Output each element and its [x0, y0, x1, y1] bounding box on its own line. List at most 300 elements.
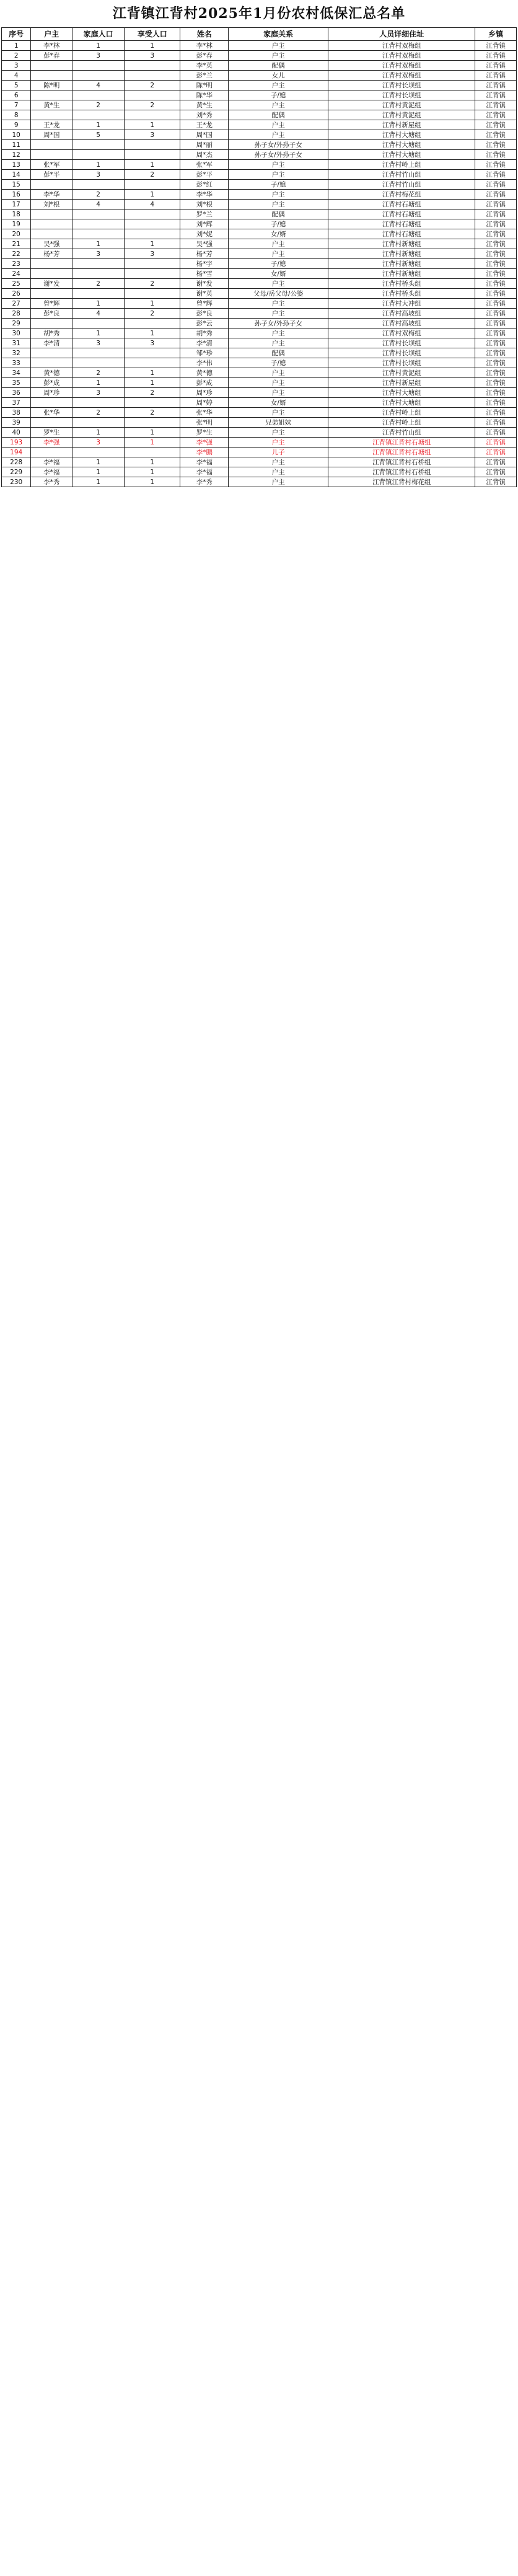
- cell-beneficiaries: [125, 71, 180, 81]
- cell-address: 江背村长坝组: [328, 90, 475, 100]
- cell-relation: 户主: [228, 378, 328, 388]
- cell-town: 江背镇: [475, 140, 517, 150]
- table-row: [2, 259, 517, 269]
- cell-head: 黄*德: [31, 368, 72, 378]
- cell-head: [31, 319, 72, 329]
- cell-head: 李*福: [31, 467, 72, 477]
- cell-family-size: [72, 418, 125, 428]
- cell-name: 周*国: [180, 130, 229, 140]
- cell-seq: 26: [2, 289, 31, 299]
- col-header-family-size: 家庭人口: [72, 28, 125, 41]
- cell-head: [31, 259, 72, 269]
- cell-family-size: [72, 259, 125, 269]
- cell-relation: 户主: [228, 200, 328, 210]
- cell-name: 杨*宇: [180, 259, 229, 269]
- table-row: [2, 90, 517, 100]
- cell-town: 江背镇: [475, 418, 517, 428]
- cell-town: 江背镇: [475, 51, 517, 61]
- cell-head: 彭*春: [31, 51, 72, 61]
- cell-family-size: 2: [72, 408, 125, 418]
- cell-seq: 16: [2, 190, 31, 200]
- cell-beneficiaries: 1: [125, 190, 180, 200]
- cell-family-size: 5: [72, 130, 125, 140]
- cell-name: 彭*良: [180, 309, 229, 319]
- cell-relation: 户主: [228, 81, 328, 90]
- cell-relation: 兄弟姐妹: [228, 418, 328, 428]
- cell-name: 罗*生: [180, 428, 229, 438]
- cell-town: 江背镇: [475, 81, 517, 90]
- cell-seq: 23: [2, 259, 31, 269]
- cell-head: [31, 448, 72, 457]
- cell-beneficiaries: 3: [125, 338, 180, 348]
- cell-address: 江背村双梅组: [328, 51, 475, 61]
- cell-beneficiaries: 3: [125, 130, 180, 140]
- cell-family-size: 1: [72, 457, 125, 467]
- cell-town: 江背镇: [475, 348, 517, 358]
- cell-town: 江背镇: [475, 428, 517, 438]
- cell-head: 李*秀: [31, 477, 72, 487]
- cell-town: 江背镇: [475, 110, 517, 120]
- cell-family-size: 3: [72, 170, 125, 180]
- cell-address: 江背镇江背村梅花组: [328, 477, 475, 487]
- cell-seq: 36: [2, 388, 31, 398]
- cell-family-size: [72, 150, 125, 160]
- col-header-town: 乡镇: [475, 28, 517, 41]
- cell-town: 江背镇: [475, 120, 517, 130]
- cell-town: 江背镇: [475, 90, 517, 100]
- cell-family-size: [72, 229, 125, 239]
- cell-beneficiaries: 2: [125, 81, 180, 90]
- cell-family-size: 1: [72, 160, 125, 170]
- cell-address: 江背镇江背村石桥组: [328, 467, 475, 477]
- cell-family-size: 3: [72, 388, 125, 398]
- cell-head: [31, 150, 72, 160]
- cell-town: 江背镇: [475, 210, 517, 219]
- table-row: [2, 229, 517, 239]
- cell-address: 江背村双梅组: [328, 61, 475, 71]
- cell-seq: 12: [2, 150, 31, 160]
- table-row: [2, 160, 517, 170]
- cell-town: 江背镇: [475, 61, 517, 71]
- cell-relation: 子/媳: [228, 180, 328, 190]
- cell-family-size: [72, 358, 125, 368]
- cell-name: 胡*秀: [180, 329, 229, 338]
- table-row: [2, 457, 517, 467]
- cell-address: 江背村岭上组: [328, 418, 475, 428]
- table-row: [2, 338, 517, 348]
- cell-family-size: 4: [72, 200, 125, 210]
- cell-address: 江背村高坡组: [328, 309, 475, 319]
- cell-beneficiaries: [125, 180, 180, 190]
- cell-beneficiaries: [125, 319, 180, 329]
- cell-beneficiaries: 1: [125, 41, 180, 51]
- cell-seq: 40: [2, 428, 31, 438]
- cell-seq: 15: [2, 180, 31, 190]
- cell-family-size: 1: [72, 428, 125, 438]
- cell-town: 江背镇: [475, 309, 517, 319]
- cell-address: 江背镇江背村石桥组: [328, 457, 475, 467]
- cell-seq: 194: [2, 448, 31, 457]
- cell-address: 江背村新屋组: [328, 120, 475, 130]
- cell-beneficiaries: [125, 358, 180, 368]
- cell-family-size: 4: [72, 309, 125, 319]
- cell-town: 江背镇: [475, 150, 517, 160]
- cell-relation: 子/媳: [228, 259, 328, 269]
- cell-head: 曾*辉: [31, 299, 72, 309]
- cell-relation: 户主: [228, 428, 328, 438]
- cell-town: 江背镇: [475, 130, 517, 140]
- table-row: [2, 180, 517, 190]
- cell-address: 江背村黄泥组: [328, 368, 475, 378]
- cell-address: 江背村石塘组: [328, 210, 475, 219]
- table-row: [2, 279, 517, 289]
- cell-family-size: [72, 71, 125, 81]
- cell-address: 江背村大塘组: [328, 388, 475, 398]
- cell-address: 江背村新屋组: [328, 378, 475, 388]
- cell-name: 谢*发: [180, 279, 229, 289]
- cell-address: 江背村岭上组: [328, 160, 475, 170]
- cell-town: 江背镇: [475, 368, 517, 378]
- table-row: [2, 398, 517, 408]
- cell-seq: 9: [2, 120, 31, 130]
- cell-town: 江背镇: [475, 71, 517, 81]
- cell-head: 李*福: [31, 457, 72, 467]
- cell-relation: 户主: [228, 457, 328, 467]
- table-row: [2, 358, 517, 368]
- cell-name: 黄*德: [180, 368, 229, 378]
- cell-address: 江背村新塘组: [328, 269, 475, 279]
- cell-beneficiaries: [125, 90, 180, 100]
- cell-family-size: 2: [72, 190, 125, 200]
- cell-relation: 子/媳: [228, 358, 328, 368]
- cell-beneficiaries: 1: [125, 120, 180, 130]
- table-row: [2, 368, 517, 378]
- cell-seq: 14: [2, 170, 31, 180]
- cell-family-size: [72, 319, 125, 329]
- cell-seq: 7: [2, 100, 31, 110]
- cell-head: [31, 90, 72, 100]
- cell-town: 江背镇: [475, 358, 517, 368]
- cell-head: [31, 210, 72, 219]
- cell-seq: 28: [2, 309, 31, 319]
- cell-beneficiaries: [125, 110, 180, 120]
- cell-seq: 37: [2, 398, 31, 408]
- cell-relation: 户主: [228, 408, 328, 418]
- cell-seq: 39: [2, 418, 31, 428]
- table-body: [2, 41, 517, 487]
- cell-name: 黄*生: [180, 100, 229, 110]
- cell-town: 江背镇: [475, 180, 517, 190]
- cell-family-size: [72, 180, 125, 190]
- table-row: [2, 299, 517, 309]
- cell-family-size: 3: [72, 438, 125, 448]
- cell-address: 江背村桥头组: [328, 289, 475, 299]
- cell-town: 江背镇: [475, 378, 517, 388]
- cell-name: 李*鹏: [180, 448, 229, 457]
- cell-relation: 女/婿: [228, 398, 328, 408]
- cell-head: [31, 348, 72, 358]
- cell-seq: 8: [2, 110, 31, 120]
- cell-address: 江背村石塘组: [328, 200, 475, 210]
- cell-family-size: 1: [72, 41, 125, 51]
- cell-beneficiaries: 3: [125, 51, 180, 61]
- cell-head: 刘*根: [31, 200, 72, 210]
- cell-beneficiaries: 1: [125, 299, 180, 309]
- cell-head: 周*珍: [31, 388, 72, 398]
- cell-seq: 11: [2, 140, 31, 150]
- cell-beneficiaries: [125, 289, 180, 299]
- cell-town: 江背镇: [475, 467, 517, 477]
- cell-head: [31, 398, 72, 408]
- cell-town: 江背镇: [475, 329, 517, 338]
- cell-family-size: 1: [72, 120, 125, 130]
- cell-relation: 户主: [228, 368, 328, 378]
- cell-relation: 户主: [228, 160, 328, 170]
- cell-name: 李*华: [180, 190, 229, 200]
- cell-name: 李*秀: [180, 477, 229, 487]
- cell-beneficiaries: 2: [125, 170, 180, 180]
- cell-town: 江背镇: [475, 457, 517, 467]
- table-row: [2, 210, 517, 219]
- cell-name: 杨*雪: [180, 269, 229, 279]
- cell-relation: 户主: [228, 51, 328, 61]
- cell-relation: 户主: [228, 467, 328, 477]
- cell-head: 周*国: [31, 130, 72, 140]
- cell-beneficiaries: [125, 61, 180, 71]
- cell-address: 江背村竹山组: [328, 180, 475, 190]
- cell-address: 江背村长坝组: [328, 358, 475, 368]
- cell-family-size: [72, 140, 125, 150]
- table-row: [2, 110, 517, 120]
- cell-relation: 孙子女/外孙子女: [228, 140, 328, 150]
- cell-relation: 子/媳: [228, 90, 328, 100]
- cell-name: 邹*珍: [180, 348, 229, 358]
- cell-name: 彭*云: [180, 319, 229, 329]
- cell-name: 刘*辉: [180, 219, 229, 229]
- cell-name: 彭*成: [180, 378, 229, 388]
- cell-beneficiaries: 1: [125, 239, 180, 249]
- cell-family-size: [72, 210, 125, 219]
- cell-beneficiaries: [125, 448, 180, 457]
- cell-address: 江背村石塘组: [328, 219, 475, 229]
- table-row: [2, 249, 517, 259]
- cell-address: 江背村桥头组: [328, 279, 475, 289]
- cell-family-size: [72, 289, 125, 299]
- cell-address: 江背村大冲组: [328, 299, 475, 309]
- cell-beneficiaries: [125, 259, 180, 269]
- cell-head: 陈*明: [31, 81, 72, 90]
- cell-town: 江背镇: [475, 438, 517, 448]
- cell-address: 江背村新塘组: [328, 259, 475, 269]
- table-row: [2, 81, 517, 90]
- cell-family-size: 4: [72, 81, 125, 90]
- cell-head: 李*强: [31, 438, 72, 448]
- cell-name: 杨*芳: [180, 249, 229, 259]
- col-header-address: 人员详细住址: [328, 28, 475, 41]
- table-row: [2, 329, 517, 338]
- cell-name: 罗*兰: [180, 210, 229, 219]
- cell-seq: 4: [2, 71, 31, 81]
- cell-town: 江背镇: [475, 299, 517, 309]
- table-row: [2, 51, 517, 61]
- cell-seq: 29: [2, 319, 31, 329]
- cell-address: 江背村黄泥组: [328, 110, 475, 120]
- cell-name: 周*婷: [180, 398, 229, 408]
- cell-relation: 户主: [228, 438, 328, 448]
- cell-address: 江背镇江背村石塘组: [328, 448, 475, 457]
- cell-family-size: 1: [72, 467, 125, 477]
- table-header-row: [2, 28, 517, 41]
- cell-head: [31, 229, 72, 239]
- table-row: [2, 408, 517, 418]
- cell-name: 李*清: [180, 338, 229, 348]
- cell-seq: 6: [2, 90, 31, 100]
- cell-family-size: [72, 110, 125, 120]
- cell-family-size: [72, 269, 125, 279]
- cell-address: 江背村长坝组: [328, 81, 475, 90]
- cell-head: 胡*秀: [31, 329, 72, 338]
- table-row: [2, 150, 517, 160]
- cell-name: 周*杰: [180, 150, 229, 160]
- cell-beneficiaries: 1: [125, 160, 180, 170]
- table-row: [2, 269, 517, 279]
- cell-relation: 配偶: [228, 348, 328, 358]
- table-row: [2, 477, 517, 487]
- cell-beneficiaries: 1: [125, 477, 180, 487]
- cell-town: 江背镇: [475, 338, 517, 348]
- cell-family-size: 3: [72, 249, 125, 259]
- cell-beneficiaries: 1: [125, 368, 180, 378]
- cell-seq: 193: [2, 438, 31, 448]
- cell-family-size: 1: [72, 329, 125, 338]
- cell-name: 刘*秀: [180, 110, 229, 120]
- cell-relation: 子/媳: [228, 219, 328, 229]
- cell-head: 彭*成: [31, 378, 72, 388]
- cell-beneficiaries: 1: [125, 438, 180, 448]
- cell-seq: 33: [2, 358, 31, 368]
- cell-relation: 户主: [228, 190, 328, 200]
- cell-head: 吴*强: [31, 239, 72, 249]
- cell-town: 江背镇: [475, 190, 517, 200]
- cell-address: 江背村黄泥组: [328, 100, 475, 110]
- cell-beneficiaries: 4: [125, 200, 180, 210]
- cell-relation: 配偶: [228, 110, 328, 120]
- cell-seq: 229: [2, 467, 31, 477]
- cell-seq: 19: [2, 219, 31, 229]
- cell-seq: 32: [2, 348, 31, 358]
- cell-address: 江背村大塘组: [328, 140, 475, 150]
- cell-family-size: [72, 219, 125, 229]
- cell-family-size: 2: [72, 279, 125, 289]
- cell-town: 江背镇: [475, 477, 517, 487]
- cell-relation: 户主: [228, 329, 328, 338]
- cell-beneficiaries: [125, 140, 180, 150]
- cell-head: [31, 180, 72, 190]
- cell-head: [31, 61, 72, 71]
- cell-head: [31, 71, 72, 81]
- cell-address: 江背村石塘组: [328, 229, 475, 239]
- table-row: [2, 41, 517, 51]
- cell-address: 江背村竹山组: [328, 170, 475, 180]
- table-row: [2, 448, 517, 457]
- table-row: [2, 130, 517, 140]
- cell-beneficiaries: [125, 269, 180, 279]
- cell-relation: 女/婿: [228, 229, 328, 239]
- cell-name: 刘*根: [180, 200, 229, 210]
- cell-name: 李*福: [180, 457, 229, 467]
- cell-head: 彭*良: [31, 309, 72, 319]
- cell-seq: 34: [2, 368, 31, 378]
- cell-town: 江背镇: [475, 170, 517, 180]
- page-title: 江背镇江背村2025年1月份农村低保汇总名单: [112, 6, 406, 22]
- cell-beneficiaries: 2: [125, 100, 180, 110]
- cell-seq: 31: [2, 338, 31, 348]
- cell-address: 江背村双梅组: [328, 329, 475, 338]
- table-row: [2, 71, 517, 81]
- cell-address: 江背村长坝组: [328, 348, 475, 358]
- cell-address: 江背村新塘组: [328, 249, 475, 259]
- cell-head: [31, 289, 72, 299]
- table-row: [2, 100, 517, 110]
- cell-name: 李*福: [180, 467, 229, 477]
- cell-relation: 户主: [228, 249, 328, 259]
- cell-relation: 配偶: [228, 61, 328, 71]
- cell-beneficiaries: [125, 348, 180, 358]
- cell-relation: 户主: [228, 100, 328, 110]
- cell-address: 江背村高坡组: [328, 319, 475, 329]
- cell-family-size: 1: [72, 378, 125, 388]
- cell-beneficiaries: 1: [125, 467, 180, 477]
- cell-beneficiaries: [125, 210, 180, 219]
- cell-family-size: 3: [72, 51, 125, 61]
- cell-beneficiaries: 2: [125, 309, 180, 319]
- cell-relation: 配偶: [228, 210, 328, 219]
- table-row: [2, 418, 517, 428]
- cell-town: 江背镇: [475, 289, 517, 299]
- cell-seq: 27: [2, 299, 31, 309]
- table-row: [2, 348, 517, 358]
- cell-head: 张*军: [31, 160, 72, 170]
- cell-name: 吴*强: [180, 239, 229, 249]
- cell-town: 江背镇: [475, 279, 517, 289]
- cell-name: 张*华: [180, 408, 229, 418]
- cell-beneficiaries: 1: [125, 378, 180, 388]
- cell-beneficiaries: [125, 229, 180, 239]
- cell-town: 江背镇: [475, 259, 517, 269]
- cell-seq: 38: [2, 408, 31, 418]
- cell-address: 江背村梅花组: [328, 190, 475, 200]
- cell-seq: 35: [2, 378, 31, 388]
- col-header-seq: 序号: [2, 28, 31, 41]
- cell-address: 江背村竹山组: [328, 428, 475, 438]
- cell-relation: 户主: [228, 309, 328, 319]
- cell-beneficiaries: [125, 150, 180, 160]
- cell-beneficiaries: 2: [125, 388, 180, 398]
- cell-family-size: [72, 90, 125, 100]
- cell-seq: 228: [2, 457, 31, 467]
- cell-seq: 20: [2, 229, 31, 239]
- cell-relation: 户主: [228, 388, 328, 398]
- cell-head: [31, 110, 72, 120]
- cell-name: 谢*英: [180, 289, 229, 299]
- table-row: [2, 239, 517, 249]
- cell-seq: 5: [2, 81, 31, 90]
- cell-town: 江背镇: [475, 160, 517, 170]
- table-row: [2, 120, 517, 130]
- cell-name: 张*军: [180, 160, 229, 170]
- cell-family-size: 2: [72, 368, 125, 378]
- cell-town: 江背镇: [475, 41, 517, 51]
